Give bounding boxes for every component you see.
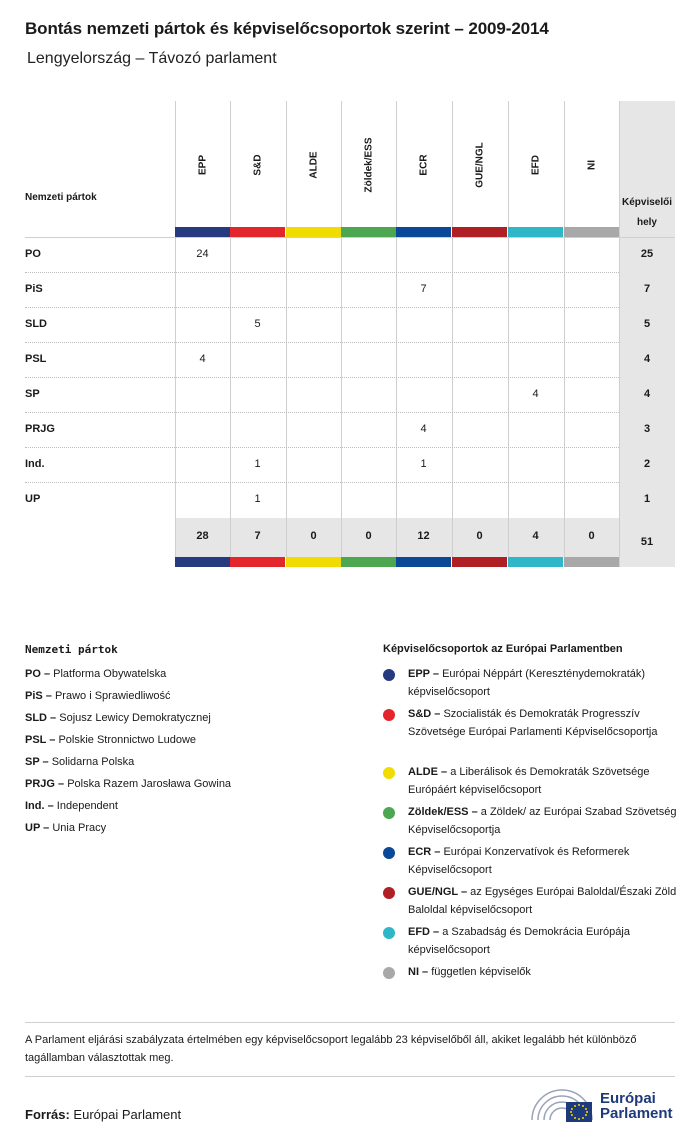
group-description (408, 843, 678, 879)
group-abbr: Zöldek/ESS – (408, 806, 478, 818)
group-color-dot (383, 927, 395, 939)
column-header-label: NI (586, 160, 598, 170)
footnote: A Parlament eljárási szabályzata értelmében egy képviselőcsoport legalább 23 képviselőből áll, akiket legalább hét különböző tagállamban választottak meg. (25, 1034, 637, 1064)
row-total: 5 (643, 318, 651, 330)
national-party-item (25, 800, 118, 812)
party-name: Solidarna Polska (51, 756, 135, 768)
header-rule (25, 237, 675, 238)
group-name: Európai Néppárt (Kereszténydemokraták) képviselőcsoport (408, 668, 646, 698)
party-name: Unia Pracy (52, 822, 107, 834)
group-color-bar (175, 227, 230, 237)
group-color-dot (383, 767, 395, 779)
national-parties-title: Nemzeti pártok (25, 643, 118, 656)
national-party-item (25, 734, 196, 746)
column-header-label: ALDE (308, 151, 320, 179)
group-color-bar (286, 227, 341, 237)
grand-total: 51 (640, 536, 654, 548)
party-abbr: PiS – (25, 690, 52, 702)
group-color-dot (383, 669, 395, 681)
cell-value: 1 (254, 493, 261, 505)
column-header (341, 110, 397, 220)
column-total: 7 (254, 530, 261, 542)
national-party-item (25, 668, 166, 680)
column-header-label: EFD (530, 155, 542, 175)
column-header-label: GUE/NGL (474, 142, 486, 188)
group-color-dot (383, 807, 395, 819)
row-divider (25, 412, 619, 413)
source-label: Forrás: (25, 1107, 70, 1122)
national-party-item (25, 778, 231, 790)
group-name: Szocialisták és Demokraták Progresszív Szövetsége Európai Parlamenti Képviselőcsoportja (408, 708, 658, 738)
hemicycle-icon (530, 1086, 594, 1126)
cell-value: 4 (420, 423, 427, 435)
page-title: Bontás nemzeti pártok és képviselőcsoportok szerint – 2009-2014 (25, 19, 549, 38)
column-total: 0 (310, 530, 317, 542)
ep-logo (530, 1086, 676, 1126)
row-label: UP (25, 493, 41, 505)
cell-value: 1 (420, 458, 427, 470)
party-abbr: Ind. – (25, 800, 54, 812)
party-name: Sojusz Lewicy Demokratycznej (59, 712, 211, 724)
party-abbr: PO – (25, 668, 51, 680)
group-color-dot (383, 709, 395, 721)
column-header (508, 110, 564, 220)
row-total: 25 (640, 248, 654, 260)
column-header-label: S&D (252, 154, 264, 176)
row-label: PO (25, 248, 41, 260)
group-description (408, 803, 678, 839)
cell-value: 5 (254, 318, 261, 330)
column-header (396, 110, 452, 220)
column-header (230, 110, 286, 220)
page-subtitle: Lengyelország – Távozó parlament (27, 50, 277, 67)
row-divider (25, 272, 619, 273)
divider (25, 1076, 675, 1077)
row-total: 1 (643, 493, 651, 505)
group-color-bar (286, 557, 341, 567)
group-color-bar (230, 227, 285, 237)
party-abbr: PSL – (25, 734, 56, 746)
column-total: 0 (365, 530, 372, 542)
group-name: a Szabadság és Demokrácia Európája képviselőcsoport (408, 926, 630, 956)
row-divider (25, 447, 619, 448)
group-description (408, 963, 678, 981)
cell-value: 24 (196, 248, 209, 260)
party-name: Polska Razem Jarosława Gowina (67, 778, 232, 790)
group-color-dot (383, 847, 395, 859)
national-party-item (25, 756, 134, 768)
group-color-bar (230, 557, 285, 567)
group-color-bar (508, 557, 563, 567)
row-divider (25, 377, 619, 378)
row-divider (25, 482, 619, 483)
group-abbr: NI – (408, 966, 429, 978)
group-abbr: GUE/NGL – (408, 886, 468, 898)
national-party-item (25, 822, 106, 834)
row-divider (25, 307, 619, 308)
group-color-bar (452, 557, 507, 567)
group-color-dot (383, 887, 395, 899)
party-abbr: SLD – (25, 712, 57, 724)
row-total: 4 (643, 353, 651, 365)
column-header-label: Zöldek/ESS (363, 137, 375, 193)
group-name: független képviselők (431, 966, 531, 978)
group-abbr: S&D – (408, 708, 441, 720)
column-header (564, 110, 620, 220)
column-total: 12 (417, 530, 430, 542)
group-description (408, 923, 678, 959)
column-header-label: EPP (197, 154, 209, 176)
party-abbr: SP – (25, 756, 49, 768)
column-total: 0 (476, 530, 483, 542)
group-color-bar (396, 557, 451, 567)
group-name: a Liberálisok és Demokraták Szövetsége Európáért képviselőcsoport (408, 766, 650, 796)
row-label: Ind. (25, 458, 45, 470)
cell-value: 4 (199, 353, 206, 365)
row-divider (25, 342, 619, 343)
group-color-bar (341, 557, 396, 567)
national-party-item (25, 712, 211, 724)
group-color-bar (564, 557, 619, 567)
group-abbr: EFD – (408, 926, 440, 938)
column-header (175, 110, 231, 220)
source-value: Európai Parlament (73, 1107, 182, 1122)
group-description (408, 883, 678, 919)
group-description (408, 665, 678, 701)
national-party-item (25, 690, 171, 702)
column-header (286, 110, 342, 220)
group-color-bar (508, 227, 563, 237)
row-label: SLD (25, 318, 47, 330)
group-color-bar (452, 227, 507, 237)
row-total: 4 (643, 388, 651, 400)
column-total: 0 (588, 530, 595, 542)
column-header (452, 110, 508, 220)
party-abbr: UP – (25, 822, 50, 834)
groups-legend-title: Képviselőcsoportok az Európai Parlamentben (383, 643, 623, 655)
party-abbr: PRJG – (25, 778, 65, 790)
group-description (408, 763, 678, 799)
cell-value: 7 (420, 283, 427, 295)
row-label: PiS (25, 283, 43, 295)
group-abbr: ALDE – (408, 766, 448, 778)
group-description (408, 705, 678, 741)
row-label: SP (25, 388, 40, 400)
row-total: 3 (643, 423, 651, 435)
group-color-bar (396, 227, 451, 237)
row-label: PRJG (25, 423, 55, 435)
group-color-bar (341, 227, 396, 237)
row-label: PSL (25, 353, 47, 365)
cell-value: 4 (532, 388, 539, 400)
party-name: Polskie Stronnictwo Ludowe (58, 734, 197, 746)
column-header-label: ECR (418, 154, 430, 176)
party-name: Platforma Obywatelska (53, 668, 167, 680)
row-total: 7 (643, 283, 651, 295)
party-name: Independent (56, 800, 118, 812)
party-name: Prawo i Sprawiedliwość (54, 690, 171, 702)
group-abbr: EPP – (408, 668, 439, 680)
logo-line1: Európai (600, 1090, 656, 1107)
total-header: Képviselői hely (621, 197, 673, 228)
group-name: Európai Konzervatívok és Reformerek Képviselőcsoport (408, 846, 630, 876)
row-total: 2 (643, 458, 651, 470)
source (25, 1107, 181, 1122)
logo-line2: Parlament (600, 1105, 673, 1122)
group-color-bar (175, 557, 230, 567)
group-color-bar (564, 227, 619, 237)
group-abbr: ECR – (408, 846, 441, 858)
group-color-dot (383, 967, 395, 979)
cell-value: 1 (254, 458, 261, 470)
group-name: a Zöldek/ az Európai Szabad Szövetség Képviselőcsoportja (408, 806, 677, 836)
column-total: 28 (196, 530, 209, 542)
column-total: 4 (532, 530, 539, 542)
group-name: az Egységes Európai Baloldal/Északi Zöld Baloldal képviselőcsoport (408, 886, 677, 916)
divider (25, 1022, 675, 1023)
row-header: Nemzeti pártok (25, 192, 97, 203)
